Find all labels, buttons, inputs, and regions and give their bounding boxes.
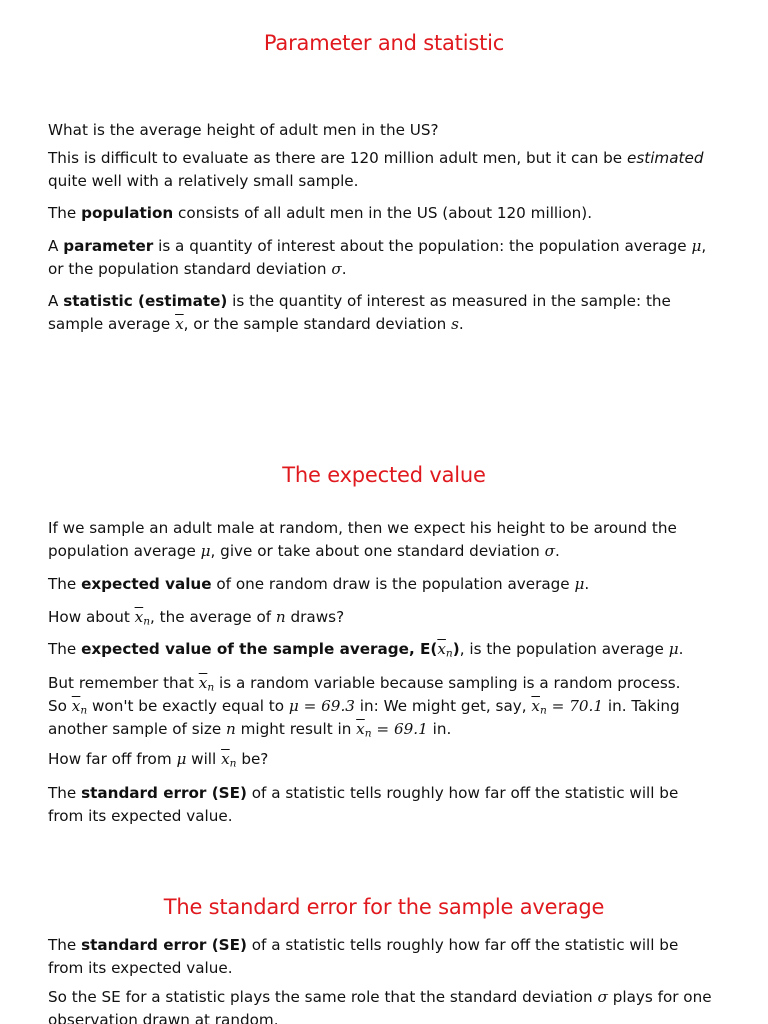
math-symbol: $\overline{x}$ (531, 697, 540, 715)
text: , (701, 237, 707, 255)
math-subscript: n (445, 646, 453, 660)
text: What is the average height of adult men in the US? (48, 121, 439, 139)
math-symbol: μ (668, 640, 679, 658)
math-symbol: $\overline{x}$ (134, 608, 144, 626)
emphasis-text: estimated (626, 149, 704, 167)
text: So the SE for a statistic plays the same role that the standard deviation (48, 988, 598, 1006)
text: , is the population average (459, 640, 669, 658)
paragraph (48, 934, 728, 980)
text: The (48, 784, 82, 802)
text: quite well with a relatively small sample. (48, 172, 359, 190)
text: . (554, 542, 560, 560)
text: of a statistic tells roughly how far off the statistic will be (246, 936, 679, 954)
math-symbol: $\overline{x}$ (71, 697, 81, 715)
math-expression: = 69.1 (371, 720, 428, 738)
math-symbol: $\overline{x}$ (221, 750, 230, 768)
text: is a random variable because sampling is a random process. (214, 674, 681, 692)
text: . (341, 260, 347, 278)
math-symbol: μ (176, 750, 187, 768)
text: The (48, 204, 82, 222)
bold-term: statistic (estimate) (63, 292, 228, 310)
text: is the quantity of interest as measured in the sample: the (227, 292, 671, 310)
text: won't be exactly equal to (87, 697, 289, 715)
text: plays for one (607, 988, 712, 1006)
text: in. (427, 720, 452, 738)
bold-term: expected value (81, 575, 212, 593)
text: So (48, 697, 72, 715)
math-expression: = 70.1 (546, 697, 604, 715)
text: another sample of size (48, 720, 227, 738)
bold-term: standard error (SE) (81, 784, 247, 802)
text: sample average (48, 315, 176, 333)
math-symbol: μ (574, 575, 585, 593)
text: . (678, 640, 684, 658)
text: from its expected value. (48, 807, 233, 825)
paragraph (48, 606, 728, 629)
text: consists of all adult men in the US (about 120 million). (173, 204, 593, 222)
text: The (48, 640, 82, 658)
text: If we sample an adult male at random, then we expect his height to be around the (48, 519, 677, 537)
bold-term: parameter (63, 237, 154, 255)
math-subscript: n (539, 703, 547, 717)
math-symbol: $\overline{x}$ (198, 674, 208, 692)
section-title-expected-value: The expected value (282, 463, 486, 487)
paragraph (48, 290, 728, 336)
paragraph (48, 986, 728, 1024)
text: population average (48, 542, 201, 560)
paragraph (48, 573, 728, 596)
bold-term: ) (452, 640, 460, 658)
text: How far off from (48, 750, 177, 768)
math-subscript: n (143, 614, 151, 628)
paragraph (48, 147, 728, 193)
text: of a statistic tells roughly how far off the statistic will be (246, 784, 679, 802)
text: is a quantity of interest about the population: the population average (153, 237, 692, 255)
text: . (458, 315, 464, 333)
math-subscript: n (364, 726, 372, 740)
section-title-parameter-statistic: Parameter and statistic (263, 31, 505, 55)
paragraph (48, 748, 728, 771)
paragraph (48, 235, 728, 281)
text: draws? (285, 608, 345, 626)
math-symbol: μ (200, 542, 211, 560)
math-symbol: $\overline{x}$ (356, 720, 365, 738)
text: in. Taking (603, 697, 680, 715)
text: How about (48, 608, 135, 626)
text: will (186, 750, 222, 768)
text: , give or take about one standard deviation (210, 542, 545, 560)
text: A (48, 237, 64, 255)
math-symbol: μ (691, 237, 702, 255)
text: . (584, 575, 590, 593)
bold-term: population (81, 204, 174, 222)
text: A (48, 292, 64, 310)
math-symbol: s (451, 315, 459, 333)
section-title-standard-error: The standard error for the sample average (163, 895, 605, 919)
math-subscript: n (207, 680, 215, 694)
text: from its expected value. (48, 959, 233, 977)
bold-term: standard error (SE) (81, 936, 247, 954)
paragraph (48, 202, 728, 225)
text: , or the sample standard deviation (183, 315, 452, 333)
text: observation drawn at random. (48, 1011, 279, 1024)
math-subscript: n (80, 703, 88, 717)
math-symbol: n (275, 608, 286, 626)
paragraph (48, 782, 728, 828)
math-subscript: n (229, 756, 237, 770)
paragraph (48, 638, 728, 661)
bold-term: expected value of the sample average, E( (81, 640, 438, 658)
math-symbol: $\overline{x}$ (175, 315, 184, 333)
text: , the average of (150, 608, 276, 626)
math-expression: μ = 69.3 (288, 697, 355, 715)
paragraph (48, 672, 728, 741)
text: This is difficult to evaluate as there are 120 million adult men, but it can be (48, 149, 627, 167)
math-symbol: $\overline{x}$ (437, 640, 446, 658)
text: or the population standard deviation (48, 260, 332, 278)
text: be? (236, 750, 269, 768)
text: might result in (235, 720, 357, 738)
paragraph (48, 517, 728, 563)
math-symbol: σ (597, 988, 608, 1006)
math-symbol: σ (544, 542, 555, 560)
text: in: We might get, say, (354, 697, 532, 715)
text: But remember that (48, 674, 199, 692)
text: of one random draw is the population average (211, 575, 575, 593)
math-symbol: n (226, 720, 236, 738)
text: The (48, 936, 82, 954)
text: The (48, 575, 82, 593)
paragraph (48, 119, 728, 142)
math-symbol: σ (331, 260, 342, 278)
